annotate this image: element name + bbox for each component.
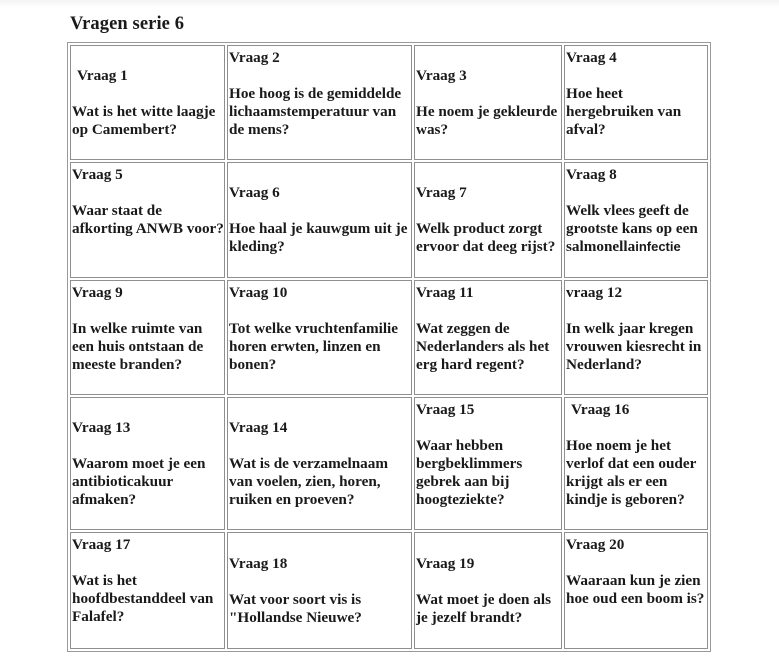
- table-row: [70, 280, 708, 395]
- question-cell-13: [70, 397, 225, 530]
- question-text: Hoe hoog is de gemiddelde lichaamstemperatuur van de mens?: [229, 85, 402, 138]
- question-text: Waar hebben bergbeklimmers gebrek aan bij hoogteziekte?: [416, 437, 523, 508]
- question-text: Tot welke vruchtenfamilie horen erwten, linzen en bonen?: [229, 320, 399, 373]
- question-text-tail: infectie: [635, 239, 681, 254]
- question-label: Vraag 8: [566, 166, 617, 183]
- question-label: Vraag 4: [566, 49, 617, 66]
- question-text: Welk product zorgt ervoor dat deeg rijst?: [416, 220, 556, 255]
- question-text: [566, 202, 707, 256]
- question-cell-2: [227, 45, 412, 160]
- question-label: Vraag 16: [571, 401, 630, 418]
- question-label: Vraag 18: [229, 554, 288, 572]
- question-label: Vraag 10: [229, 284, 288, 301]
- questions-table: [67, 42, 711, 652]
- question-cell-4: [564, 45, 708, 160]
- question-text: Wat moet je doen als je jezelf brandt?: [416, 590, 551, 626]
- question-text: Waaraan kun je zien hoe oud een boom is?: [566, 572, 705, 607]
- question-label: Vraag 9: [72, 284, 123, 301]
- question-label: Vraag 11: [416, 284, 474, 301]
- question-text: Wat is het hoofdbestanddeel van Falafel?: [72, 572, 214, 625]
- question-label: Vraag 13: [72, 418, 131, 436]
- question-text: Waar staat de afkorting ANWB voor?: [72, 202, 224, 237]
- question-cell-19: [414, 532, 562, 649]
- question-cell-11: [414, 280, 562, 395]
- question-text: Wat is de verzamelnaam van voelen, zien, horen, ruiken en proeven?: [229, 454, 389, 508]
- table-row: [70, 397, 708, 530]
- question-text: Waarom moet je een antibioticakuur afmaken?: [72, 454, 206, 508]
- question-cell-18: [227, 532, 412, 649]
- question-cell-12: [564, 280, 708, 395]
- question-cell-15: [414, 397, 562, 530]
- question-cell-5: [70, 162, 225, 278]
- question-label: Vraag 17: [72, 536, 131, 553]
- table-row: [70, 45, 708, 160]
- question-text: He noem je gekleurde was?: [416, 102, 558, 138]
- question-label: Vraag 1: [77, 66, 128, 84]
- question-label: Vraag 6: [229, 184, 280, 201]
- question-cell-1: [70, 45, 225, 160]
- question-cell-20: [564, 532, 708, 649]
- question-cell-9: [70, 280, 225, 395]
- question-text-main: Welk vlees geeft de grootste kans op een salmonella: [566, 202, 698, 255]
- question-text: Wat is het witte laagje op Camembert?: [72, 102, 216, 138]
- question-label: Vraag 14: [229, 418, 288, 436]
- question-cell-6: [227, 162, 412, 278]
- page-title: Vragen serie 6: [70, 14, 185, 34]
- question-label: vraag 12: [566, 284, 623, 301]
- question-label: Vraag 7: [416, 184, 467, 201]
- question-text: Wat voor soort vis is "Hollandse Nieuwe?: [229, 590, 362, 626]
- question-label: Vraag 19: [416, 554, 475, 572]
- question-text: In welke ruimte van een huis ontstaan de meeste branden?: [72, 320, 204, 373]
- question-cell-16: [564, 397, 708, 530]
- question-cell-7: [414, 162, 562, 278]
- question-text: Hoe noem je het verlof dat een ouder krijgt als er een kindje is geboren?: [566, 437, 697, 508]
- table-row: [70, 532, 708, 649]
- question-label: Vraag 2: [229, 49, 280, 66]
- question-cell-8: [564, 162, 708, 278]
- question-label: Vraag 20: [566, 536, 625, 553]
- question-label: Vraag 3: [416, 66, 467, 84]
- question-text: In welk jaar kregen vrouwen kiesrecht in Nederland?: [566, 320, 702, 373]
- question-text: Hoe heet hergebruiken van afval?: [566, 85, 682, 138]
- question-label: Vraag 15: [416, 401, 475, 418]
- question-cell-17: [70, 532, 225, 649]
- question-text: Hoe haal je kauwgum uit je kleding?: [229, 220, 408, 255]
- page-top-shadow: [0, 0, 779, 8]
- table-row: [70, 162, 708, 278]
- question-cell-10: [227, 280, 412, 395]
- question-text: Wat zeggen de Nederlanders als het erg hard regent?: [416, 320, 550, 373]
- question-cell-3: [414, 45, 562, 160]
- question-label: Vraag 5: [72, 166, 123, 183]
- question-cell-14: [227, 397, 412, 530]
